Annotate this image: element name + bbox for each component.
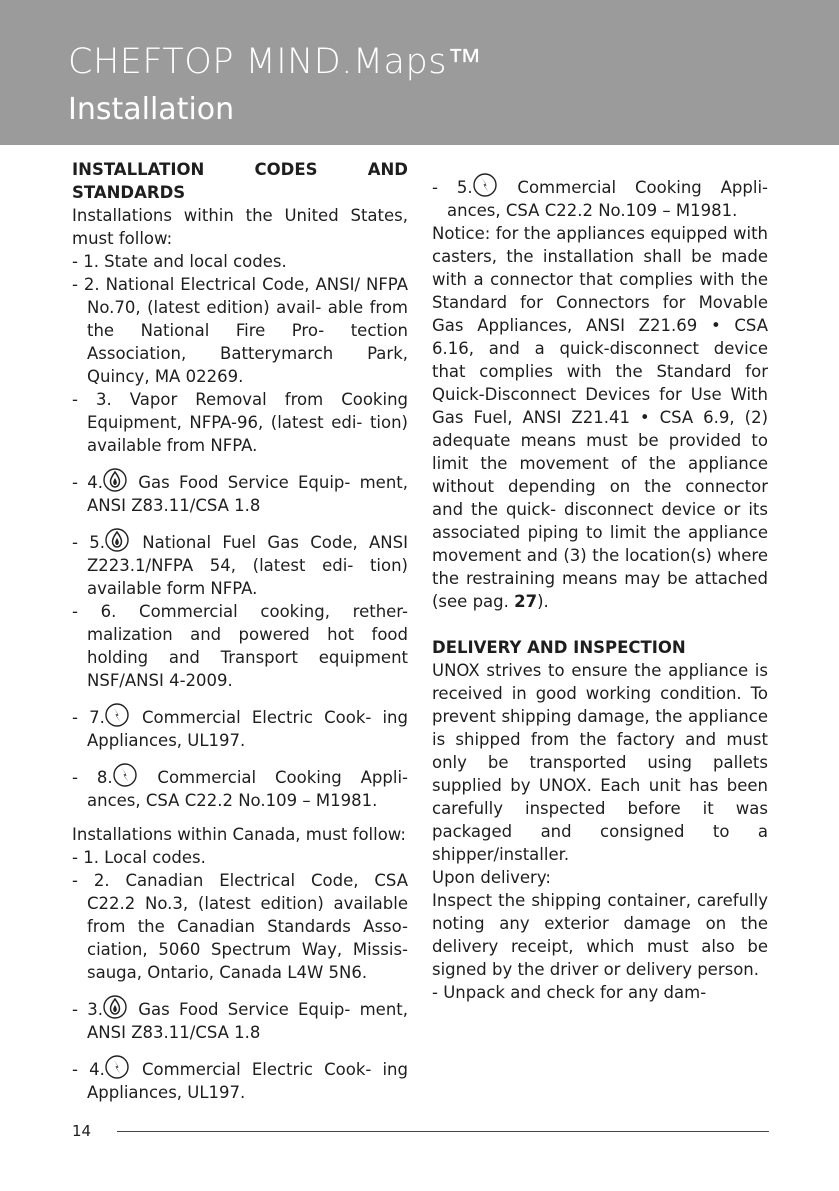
installation-codes-heading: INSTALLATION CODES AND STANDARDS	[72, 160, 408, 202]
us-item-5	[72, 528, 408, 600]
section-title: Installation	[68, 92, 235, 127]
inspect-paragraph: Inspect the shipping container, carefully noting any exterior damage on the delivery receipt, which must also be signed by the driver or delivery person.	[432, 891, 768, 979]
us-item-6: - 6. Commercial cooking, rether- malization and powered hot food holding and Transport equipment NSF/ANSI 4-2009.	[72, 602, 408, 690]
page-number: 14	[72, 1122, 92, 1140]
item-number: - 8.	[72, 768, 113, 787]
notice-end: ).	[537, 592, 549, 611]
upon-delivery-label: Upon delivery:	[432, 868, 551, 887]
item-number: - 5.	[432, 178, 473, 197]
item-number: - 4.	[72, 1060, 105, 1079]
footer-divider	[117, 1131, 769, 1132]
left-column	[72, 158, 408, 1104]
page-reference: 27	[514, 592, 538, 611]
gas-flame-icon	[103, 468, 127, 492]
delivery-paragraph: UNOX strives to ensure the appliance is received in good working condition. To prevent shipping damage, the appliance is shipped from the factory and must only be transported using pallets supplied by UNOX. Each unit has been carefully inspected before it was packaged and consigned to a shipper/installer.	[432, 661, 768, 864]
item-text: Gas Food Service Equip- ment, ANSI Z83.11/CSA 1.8	[87, 473, 408, 515]
item-text: Commercial Electric Cook- ing Appliances, UL197.	[87, 1060, 408, 1102]
us-item-4	[72, 468, 408, 517]
item-number: - 7.	[72, 708, 105, 727]
item-number: - 3.	[72, 1000, 103, 1019]
ca-item-2: - 2. Canadian Electrical Code, CSA C22.2 No.3, (latest edition) available from the Canadian Standards Asso- ciation, 5060 Spectrum Way, Missis- sauga, Ontario, Canada L4W 5N6.	[72, 871, 408, 982]
ca-item-3	[72, 995, 408, 1044]
gas-flame-icon	[105, 528, 129, 552]
notice-text: Notice: for the appliances equipped with casters, the installation shall be made with a connector that complies with the Standard for Connectors for Movable Gas Appliances, ANSI Z21.69 • CSA 6.16, and a quick-disconnect device that complies with the Standard for Quick-Disconnect Devices for Use With Gas Fuel, ANSI Z21.41 • CSA 6.9, (2) adequate means must be provided to limit the movement of the appliance without depending on the connector and the quick- disconnect device or its associated piping to limit the appliance movement and (3) the location(s) where the restraining means may be attached (see pag.	[432, 224, 768, 611]
electric-bolt-icon	[105, 1055, 129, 1079]
ca-item-4	[72, 1055, 408, 1104]
electric-bolt-icon	[113, 763, 137, 787]
right-column	[432, 158, 768, 1004]
item-text: Gas Food Service Equip- ment, ANSI Z83.11/CSA 1.8	[87, 1000, 408, 1042]
gas-flame-icon	[103, 995, 127, 1019]
item-number: - 4.	[72, 473, 103, 492]
us-item-7	[72, 703, 408, 752]
item-text: Commercial Electric Cook- ing Appliances, UL197.	[87, 708, 408, 750]
ca-item-1: - 1. Local codes.	[72, 848, 206, 867]
canada-intro: Installations within Canada, must follow:	[72, 825, 406, 844]
electric-bolt-icon	[105, 703, 129, 727]
item-text: Commercial Cooking Appli- ances, CSA C22.2 No.109 – M1981.	[87, 768, 408, 810]
delivery-inspection-heading: DELIVERY AND INSPECTION	[432, 638, 686, 657]
item-number: - 5.	[72, 533, 105, 552]
casters-notice	[432, 222, 768, 613]
page-header	[0, 0, 839, 145]
us-item-3: - 3. Vapor Removal from Cooking Equipment, NFPA-96, (latest edi- tion) available from NFPA.	[72, 390, 408, 455]
us-intro: Installations within the United States, must follow:	[72, 206, 408, 248]
unpack-item: - Unpack and check for any dam-	[432, 983, 707, 1002]
electric-bolt-icon	[473, 173, 497, 197]
item-text: Commercial Cooking Appli- ances, CSA C22.2 No.109 – M1981.	[447, 178, 768, 220]
us-item-1: - 1. State and local codes.	[72, 252, 287, 271]
ca-item-5	[432, 173, 768, 222]
us-item-8	[72, 763, 408, 812]
item-text: National Fuel Gas Code, ANSI Z223.1/NFPA 54, (latest edi- tion) available form NFPA.	[87, 533, 408, 598]
us-item-2: - 2. National Electrical Code, ANSI/ NFPA No.70, (latest edition) avail- able from the National Fire Pro- tection Association, Batterymarch Park, Quincy, MA 02269.	[72, 275, 408, 386]
document-title: CHEFTOP MIND.Maps™	[68, 42, 483, 82]
